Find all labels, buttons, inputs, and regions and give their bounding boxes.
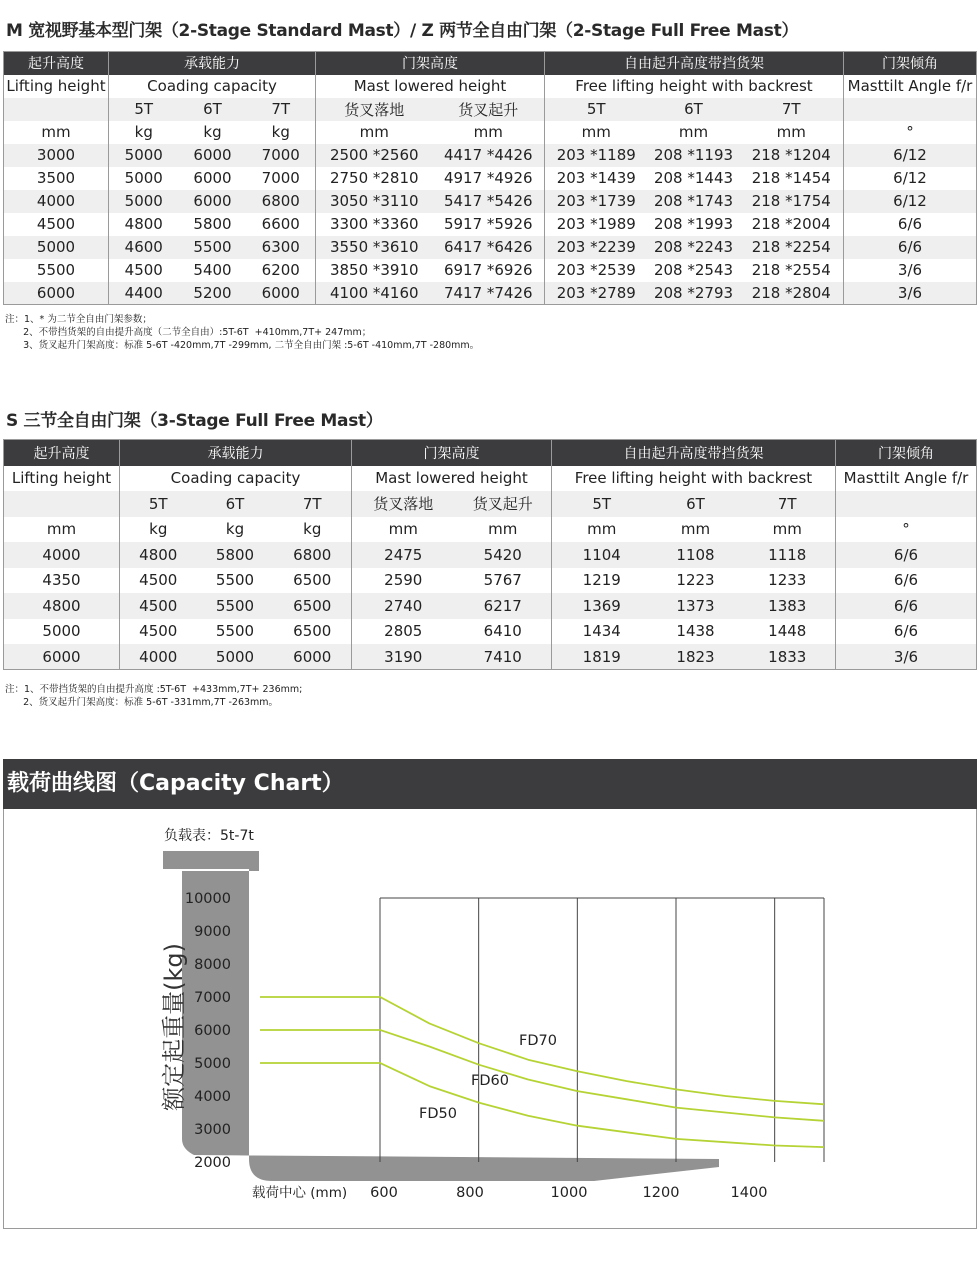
table-row bbox=[4, 190, 977, 213]
table-cell: 6800 bbox=[274, 542, 352, 568]
table-cell: 208 *1443 bbox=[653, 169, 734, 187]
table-cell: 1369 bbox=[552, 593, 652, 619]
table-cell: 5417 *5426 bbox=[433, 190, 545, 213]
series-line-fd70 bbox=[260, 997, 824, 1104]
table-cell: 208 *1993 bbox=[653, 215, 734, 233]
sub-header-cell: 5T bbox=[552, 491, 652, 517]
header-en-4: Masttilt Angle f/r bbox=[836, 466, 977, 492]
table-cell: 1373 bbox=[652, 593, 740, 619]
table-cell: 208 *2543 bbox=[653, 261, 734, 279]
table-cell: 4500 bbox=[109, 259, 179, 282]
table-cell: 208 *1193 bbox=[648, 144, 740, 167]
y-tick-label: 4000 bbox=[194, 1089, 231, 1105]
forklift-silhouette bbox=[163, 851, 719, 1181]
table-cell: 4800 bbox=[120, 542, 197, 568]
table-cell: 5000 bbox=[109, 190, 179, 213]
table-cell: 6200 bbox=[261, 261, 300, 279]
unit-cell: mm bbox=[678, 123, 709, 141]
table-cell: 5500 bbox=[215, 622, 255, 641]
table-cell: 1219 bbox=[552, 568, 652, 594]
table-cell: 2475 bbox=[352, 542, 455, 568]
header-en-2: Mast lowered height bbox=[352, 466, 552, 492]
y-tick-label: 3000 bbox=[194, 1122, 231, 1138]
table-cell: 4500 bbox=[120, 619, 197, 645]
table-row bbox=[4, 593, 977, 619]
unit-cell: kg bbox=[225, 520, 245, 539]
section1-title: M 宽视野基本型门架（2-Stage Standard Mast）/ Z 两节全自由门架（2-Stage Full Free Mast） bbox=[6, 21, 799, 41]
x-tick-label: 1200 bbox=[642, 1185, 680, 1201]
sub-header-cell bbox=[844, 98, 977, 121]
table-cell: 1819 bbox=[552, 644, 652, 670]
table-cell: 4500 bbox=[120, 568, 197, 594]
header-en-1: Coading capacity bbox=[120, 466, 352, 492]
table-cell: 4800 bbox=[109, 213, 179, 236]
sub-header-cell bbox=[836, 491, 977, 517]
table-row bbox=[4, 167, 977, 190]
unit-cell: mm bbox=[46, 520, 77, 539]
table-cell: 6/12 bbox=[844, 190, 977, 213]
table-cell: 5500 bbox=[179, 236, 247, 259]
unit-cell: mm bbox=[545, 121, 648, 144]
table-cell: 4000 bbox=[120, 644, 197, 670]
table-cell: 6917 *6926 bbox=[443, 261, 533, 279]
table-cell: 218 *2554 bbox=[751, 261, 831, 279]
table-cell: 4500 bbox=[36, 215, 76, 233]
table-cell: 6500 bbox=[293, 571, 332, 590]
header-en-3: Free lifting height with backrest bbox=[552, 466, 836, 492]
table-cell: 3500 bbox=[36, 169, 76, 187]
table-cell: 1118 bbox=[740, 542, 836, 568]
unit-cell: mm bbox=[776, 123, 806, 141]
header-cn-3: 自由起升高度带挡货架 bbox=[552, 440, 836, 466]
table-cell: 3550 *3610 bbox=[316, 236, 433, 259]
header-cn-0: 起升高度 bbox=[4, 440, 120, 466]
table-row bbox=[4, 542, 977, 568]
table-cell: 4500 bbox=[120, 593, 197, 619]
table-cell: 1383 bbox=[740, 593, 836, 619]
series-label-fd60: FD60 bbox=[471, 1073, 509, 1089]
unit-cell: mm bbox=[41, 123, 71, 141]
table-cell: 2750 *2810 bbox=[316, 167, 433, 190]
table-cell: 3/6 bbox=[844, 259, 977, 282]
sub-header-cell: 7T bbox=[247, 98, 316, 121]
table-cell: 5000 bbox=[109, 167, 179, 190]
table-cell: 1823 bbox=[652, 644, 740, 670]
table-cell: 4350 bbox=[42, 571, 81, 590]
table-cell: 1108 bbox=[652, 542, 740, 568]
table-cell: 3/6 bbox=[836, 644, 977, 670]
y-tick-label: 7000 bbox=[194, 990, 231, 1006]
table-cell: 1104 bbox=[552, 542, 652, 568]
unit-cell: mm bbox=[680, 520, 711, 539]
table-cell: 6/6 bbox=[836, 542, 977, 568]
series-label-fd70: FD70 bbox=[519, 1033, 557, 1049]
table-cell: 6000 bbox=[179, 190, 247, 213]
sub-header-cell: 7T bbox=[274, 491, 352, 517]
table-cell: 6410 bbox=[483, 622, 522, 641]
table-cell: 203 *1739 bbox=[545, 190, 648, 213]
table-cell: 208 *2793 bbox=[648, 282, 740, 305]
table-cell: 7410 bbox=[455, 644, 552, 670]
table-cell: 218 *2004 bbox=[751, 215, 831, 233]
table-cell: 4800 bbox=[4, 593, 120, 619]
table-cell: 203 *2539 bbox=[545, 259, 648, 282]
sub-header-cell: 6T bbox=[652, 491, 740, 517]
header-cn-0: 起升高度 bbox=[4, 52, 109, 75]
chart-title: 负载表：5t-7t bbox=[164, 828, 254, 844]
y-tick-label: 6000 bbox=[194, 1023, 231, 1039]
table-cell: 203 *2789 bbox=[545, 282, 648, 305]
table-cell: 2805 bbox=[352, 619, 455, 645]
sub-header-cell: 6T bbox=[179, 98, 247, 121]
table-cell: 2740 bbox=[352, 593, 455, 619]
table-cell: 1233 bbox=[768, 571, 807, 590]
table-cell: 203 *1439 bbox=[545, 167, 648, 190]
header-cn-4: 门架倾角 bbox=[844, 52, 977, 75]
header-en-0: Lifting height bbox=[6, 77, 106, 95]
table-cell: 6000 bbox=[274, 644, 352, 670]
table-cell: 2500 *2560 bbox=[316, 144, 433, 167]
y-tick-label: 9000 bbox=[194, 924, 231, 940]
table-cell: 4100 *4160 bbox=[316, 282, 433, 305]
table-cell: 218 *2254 bbox=[740, 236, 844, 259]
table-cell: 218 *1754 bbox=[740, 190, 844, 213]
three-stage-mast-table bbox=[3, 439, 977, 670]
table-cell: 4600 bbox=[109, 236, 179, 259]
table-cell: 5000 bbox=[109, 144, 179, 167]
table-cell: 6/12 bbox=[844, 167, 977, 190]
y-tick-label: 8000 bbox=[194, 957, 231, 973]
table-cell: 6000 bbox=[179, 144, 247, 167]
table-cell: 5420 bbox=[455, 542, 552, 568]
header-cn-2: 门架高度 bbox=[352, 440, 552, 466]
unit-cell: mm bbox=[772, 520, 802, 539]
header-en-0: Lifting height bbox=[11, 469, 112, 488]
x-tick-label: 1400 bbox=[730, 1185, 768, 1201]
table-cell: 5800 bbox=[197, 542, 274, 568]
table-cell: 5000 bbox=[42, 622, 81, 641]
table-cell: 5200 bbox=[179, 282, 247, 305]
table-cell: 5000 bbox=[197, 644, 274, 670]
table-cell: 5800 bbox=[193, 215, 232, 233]
table-cell: 5500 bbox=[197, 593, 274, 619]
y-tick-label: 2000 bbox=[194, 1155, 231, 1171]
header-cn-4: 门架倾角 bbox=[836, 440, 977, 466]
table-cell: 4917 *4926 bbox=[443, 169, 533, 187]
header-cn-3: 自由起升高度带挡货架 bbox=[545, 52, 844, 75]
header-en-1: Coading capacity bbox=[109, 75, 316, 98]
capacity-chart-box bbox=[3, 809, 977, 1229]
sub-header-cell: 5T bbox=[109, 98, 179, 121]
y-axis-label: 额定起重量(kg) bbox=[160, 943, 188, 1111]
unit-cell: kg bbox=[303, 520, 322, 539]
sub-header-cell: 货叉起升 bbox=[433, 98, 545, 121]
table-row bbox=[4, 619, 977, 645]
table-cell: 3190 bbox=[352, 644, 455, 670]
sub-header-cell bbox=[4, 98, 109, 121]
unit-cell: mm bbox=[488, 520, 518, 539]
table-row bbox=[4, 259, 977, 282]
series-label-fd50: FD50 bbox=[419, 1106, 457, 1122]
table-cell: 7000 bbox=[261, 169, 300, 187]
x-axis-label: 载荷中心 (mm) bbox=[252, 1185, 348, 1201]
table-cell: 6217 bbox=[455, 593, 552, 619]
header-cn-1: 承载能力 bbox=[120, 440, 352, 466]
x-tick-label: 1000 bbox=[550, 1185, 588, 1201]
table-cell: 4417 *4426 bbox=[433, 144, 545, 167]
table-cell: 6300 bbox=[247, 236, 316, 259]
table-cell: 203 *2239 bbox=[545, 236, 648, 259]
table-cell: 5917 *5926 bbox=[443, 215, 533, 233]
table-cell: 6/12 bbox=[844, 144, 977, 167]
table-cell: 2590 bbox=[352, 568, 455, 594]
table-cell: 218 *1454 bbox=[751, 169, 831, 187]
table-cell: 6417 *6426 bbox=[433, 236, 545, 259]
table-cell: 6000 bbox=[193, 169, 232, 187]
table-cell: 4400 bbox=[109, 282, 179, 305]
table-row bbox=[4, 282, 977, 305]
table-cell: 3300 *3360 bbox=[316, 213, 433, 236]
y-tick-label: 10000 bbox=[184, 891, 231, 907]
unit-cell: mm bbox=[552, 517, 652, 543]
table-cell: 6000 bbox=[4, 282, 109, 305]
table-cell: 6800 bbox=[247, 190, 316, 213]
unit-cell: kg bbox=[109, 121, 179, 144]
table-cell: 3050 *3110 bbox=[316, 190, 433, 213]
table-row bbox=[4, 236, 977, 259]
table-cell: 6600 bbox=[261, 215, 300, 233]
header-en-3: Free lifting height with backrest bbox=[545, 75, 844, 98]
table-row bbox=[4, 644, 977, 670]
sub-header-cell: 货叉落地 bbox=[352, 491, 455, 517]
sub-header-cell: 货叉落地 bbox=[316, 98, 433, 121]
table-row bbox=[4, 568, 977, 594]
table-cell: 4000 bbox=[4, 190, 109, 213]
table-cell: 4000 bbox=[4, 542, 120, 568]
sub-header-cell: 7T bbox=[740, 491, 836, 517]
table-cell: 218 *1204 bbox=[740, 144, 844, 167]
table-cell: 6/6 bbox=[844, 236, 977, 259]
table-cell: 6/6 bbox=[836, 568, 977, 594]
table-row bbox=[4, 144, 977, 167]
table-cell: 203 *1989 bbox=[545, 213, 648, 236]
header-en-4: Masttilt Angle f/r bbox=[844, 75, 977, 98]
header-cn-2: 门架高度 bbox=[316, 52, 545, 75]
sub-header-cell: 7T bbox=[740, 98, 844, 121]
series-line-fd50 bbox=[260, 1063, 824, 1147]
table-cell: 208 *2243 bbox=[648, 236, 740, 259]
sub-header-cell: 货叉起升 bbox=[455, 491, 552, 517]
sub-header-cell: 6T bbox=[648, 98, 740, 121]
section2-notes: 注：1、不带挡货架的自由提升高度 :5T-6T +433mm,7T+ 236mm; 2、货叉起升门架高度：标准 5-6T -331mm,7T -263mm。 bbox=[5, 684, 303, 708]
header-cn-1: 承载能力 bbox=[109, 52, 316, 75]
unit-cell: mm bbox=[352, 517, 455, 543]
table-cell: 7000 bbox=[247, 144, 316, 167]
x-tick-label: 800 bbox=[456, 1185, 484, 1201]
capacity-chart-header: 载荷曲线图（Capacity Chart） bbox=[3, 759, 977, 809]
table-cell: 5000 bbox=[4, 236, 109, 259]
two-stage-mast-table bbox=[3, 51, 977, 305]
unit-cell: ° bbox=[844, 121, 977, 144]
table-cell: 6500 bbox=[293, 622, 332, 641]
table-cell: 7417 *7426 bbox=[433, 282, 545, 305]
sub-header-cell: 5T bbox=[545, 98, 648, 121]
table-cell: 6500 bbox=[274, 593, 352, 619]
table-cell: 1448 bbox=[768, 622, 807, 641]
y-tick-label: 5000 bbox=[194, 1056, 231, 1072]
table-cell: 1434 bbox=[552, 619, 652, 645]
sub-header-cell bbox=[4, 491, 120, 517]
table-cell: 1223 bbox=[676, 571, 715, 590]
section2-title: S 三节全自由门架（3-Stage Full Free Mast） bbox=[6, 411, 383, 431]
table-cell: 6/6 bbox=[844, 213, 977, 236]
table-cell: 5500 bbox=[215, 571, 255, 590]
unit-cell: kg bbox=[271, 123, 290, 141]
table-cell: 3000 bbox=[4, 144, 109, 167]
header-en-2: Mast lowered height bbox=[316, 75, 545, 98]
capacity-chart bbox=[4, 809, 976, 1227]
unit-cell: mm bbox=[316, 121, 433, 144]
x-tick-label: 600 bbox=[370, 1185, 398, 1201]
table-cell: 6000 bbox=[4, 644, 120, 670]
table-cell: 5400 bbox=[193, 261, 232, 279]
table-cell: 1438 bbox=[676, 622, 715, 641]
sub-header-cell: 5T bbox=[120, 491, 197, 517]
section1-notes: 注：1、* 为二节全自由门架参数； 2、不带挡货架的自由提升高度（二节全自由）:5T-6T +410mm,7T+ 247mm； 3、货叉起升门架高度：标准 5-6T -420mm,7T -299mm, 二节全自由门架 :5-6T -410mm,7T -280mm。 bbox=[5, 314, 480, 351]
unit-cell: ° bbox=[836, 517, 977, 543]
table-cell: 218 *2804 bbox=[740, 282, 844, 305]
table-cell: 6/6 bbox=[836, 619, 977, 645]
table-cell: 5767 bbox=[483, 571, 522, 590]
table-cell: 203 *1189 bbox=[545, 144, 648, 167]
table-cell: 3/6 bbox=[844, 282, 977, 305]
unit-cell: mm bbox=[473, 123, 503, 141]
table-cell: 1833 bbox=[740, 644, 836, 670]
table-cell: 6/6 bbox=[836, 593, 977, 619]
table-cell: 6000 bbox=[247, 282, 316, 305]
unit-cell: kg bbox=[120, 517, 197, 543]
table-cell: 3850 *3910 bbox=[316, 259, 433, 282]
table-row bbox=[4, 213, 977, 236]
sub-header-cell: 6T bbox=[197, 491, 274, 517]
unit-cell: kg bbox=[203, 123, 222, 141]
table-cell: 5500 bbox=[36, 261, 76, 279]
table-cell: 208 *1743 bbox=[648, 190, 740, 213]
